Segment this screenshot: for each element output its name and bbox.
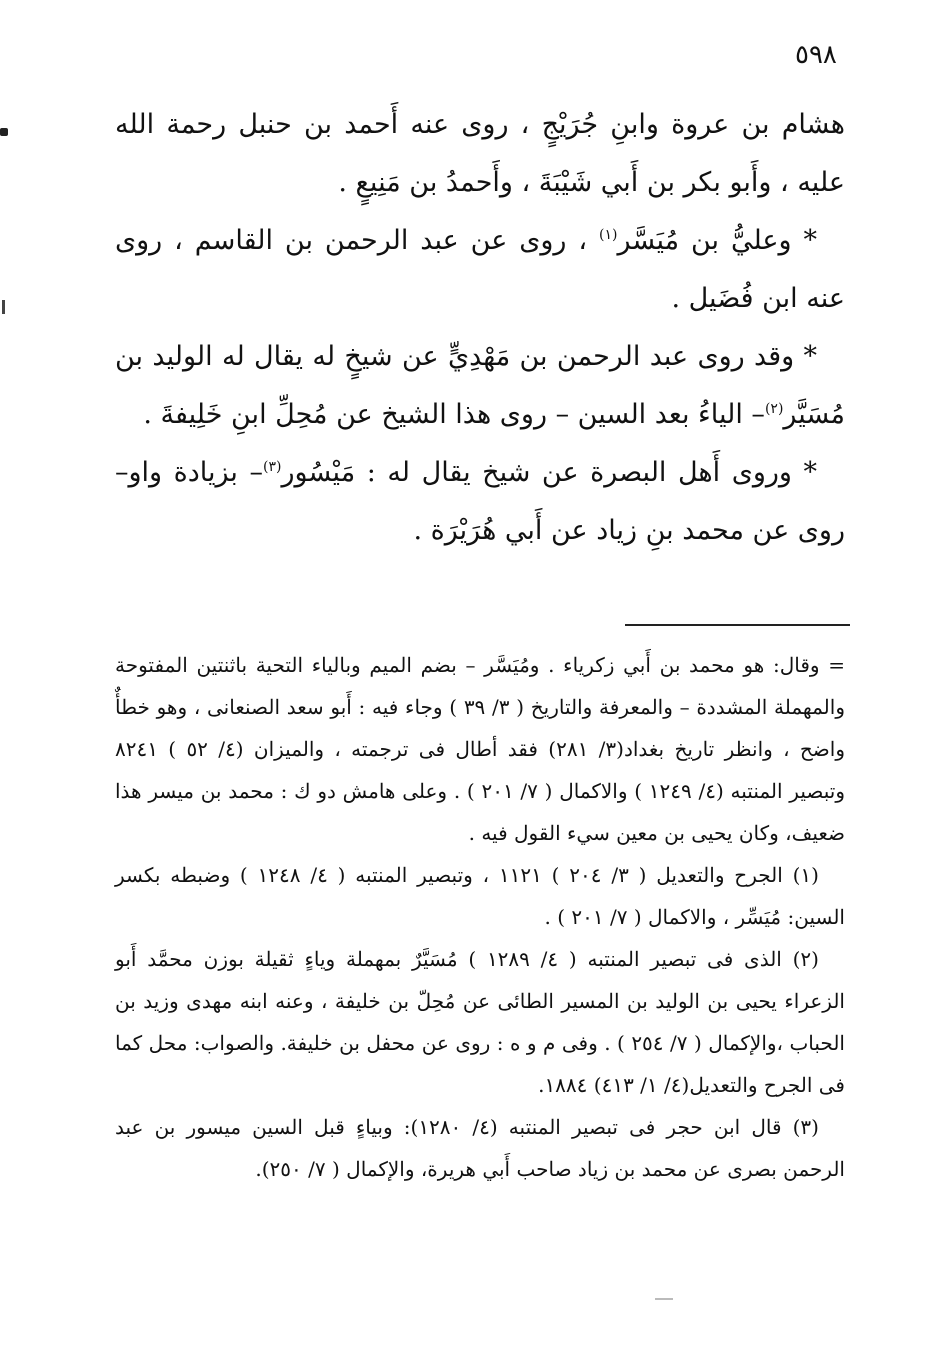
footnote-continuation: = وقال: هو محمد بن أَبي زكرياء . ومُيَسَّر – بضم الميم وبالياء التحية باثنتين المفتوحة والمهملة المشددة – والمعرفة والتاريخ ( ٣/ ٣٩ ) وجاء فيه : أَبو سعد الصنعانى ، وهو خطأٌ واضح ، وانظر تاريخ بغداد(٣/ ٢٨١) فقد أطال فى ترجمته ، والميزان (٤/ ٥٢ ) ٨٢٤١ وتبصير المنتبه (٤/ ١٢٤٩ ) والاكمال ( ٧/ ٢٠١ ) . وعلى هامش دو ك : محمد بن ميسر هذا ضعيف، وكان يحيى بن معين سيء القول فيه . — [115, 653, 845, 845]
scan-mark — [0, 128, 8, 136]
paragraph-walid-ibn-musayyar — [115, 328, 845, 444]
footnote-1: (١) الجرح والتعديل ( ٣/ ٢٠٤ ) ١١٢١ ، وتبصير المنتبه ( ٤/ ١٢٤٨ ) وضبطه بكسر السين: مُيَسِّر ، والاكمال ( ٧/ ٢٠١ ) . — [115, 863, 845, 929]
paragraph-ali-ibn-muyassar — [115, 212, 845, 328]
scan-mark — [2, 300, 5, 314]
main-text — [115, 96, 845, 560]
footnote-divider — [625, 624, 850, 626]
page-number: ٥٩٨ — [795, 40, 837, 70]
text-segment: * وقد روى عبد الرحمن بن مَهْدِيٍّ عن شيخٍ له يقال له الوليد بن مُسَيَّر — [115, 341, 845, 430]
text-segment: – الياءُ بعد السين – روى هذا الشيخ عن مُحِلِّ ابنِ خَلِيفةَ . — [143, 399, 765, 430]
footnote-ref-1[interactable]: (١) — [599, 227, 618, 243]
scan-speck — [655, 1298, 673, 1300]
text-line: الله عليه ، وأَبو بكر بن أَبي شَيْبَةَ ، وأَحمدُ بن مَنِيعٍ . — [115, 109, 845, 198]
text-segment: – بزيادة واو– روى عن محمد بنِ زياد عن أَبي هُرَيْرَة . — [115, 457, 845, 546]
paragraph-maysur — [115, 444, 845, 560]
text-segment: * وعليُّ بن مُيَسَّر — [617, 225, 817, 256]
footnote-2: (٢) الذى فى تبصير المنتبه ( ٤/ ١٢٨٩ ) مُسَيَّرٌ بمهملة وياءٍ ثقيلة بوزن محمَّد أَبو الزعراء يحيى بن الوليد بن المسير الطائى عن مُحِلّ بن خليفة ، وعنه ابنه مهدى وزيد بن الحباب ،والإكمال ( ٧/ ٢٥٤ ) . وفى م و ه : روى عن محفل بن خليفة. والصواب: محل كما فى الجرح والتعديل(٤/ ١/ ٤١٣) ١٨٨٤. — [115, 947, 845, 1097]
footnote-ref-3[interactable]: (٣) — [263, 459, 282, 475]
text-segment: ، روى عن عبد الرحمن بن القاسم ، روى عنه ابن فُضَيل . — [115, 225, 845, 314]
footnotes — [115, 644, 845, 1190]
footnote-ref-2[interactable]: (٢) — [764, 401, 784, 417]
paragraph-hisham — [115, 96, 845, 212]
footnote-3: (٣) قال ابن حجر فى تبصير المنتبه (٤/ ١٢٨٠): وبياءٍ قبل السين ميسور بن عبد الرحمن بصرى عن محمد بن زياد صاحب أَبي هريرة، والإكمال ( ٧/ ٢٥٠). — [115, 1115, 845, 1181]
text-line: هشام بن عروة وابنِ جُرَيْجٍ ، روى عنه أَحمد بن حنبل رحمة — [166, 109, 845, 140]
text-segment: * وروى أَهل البصرة عن شيخ يقال له : مَيْسُور — [281, 457, 817, 488]
